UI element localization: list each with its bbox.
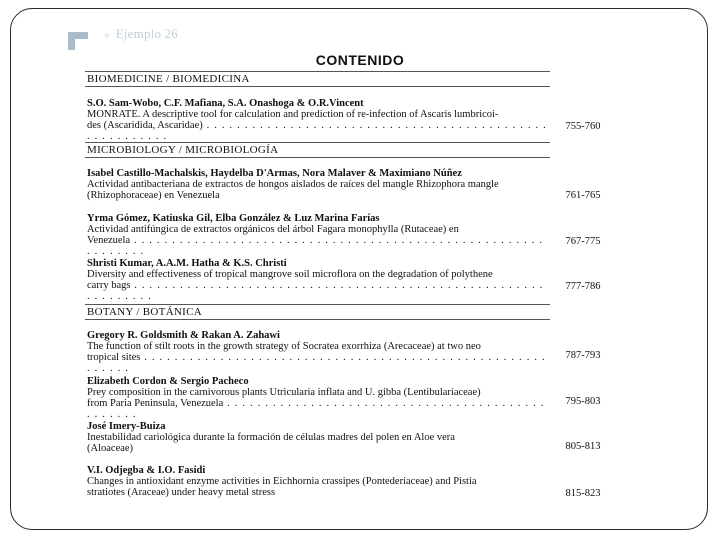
entry-title-line: Inestabilidad cariológica durante la formación de células madres del polen en Aloe vera — [87, 432, 455, 443]
entry-title-line: from Paria Peninsula, Venezuela — [87, 398, 224, 409]
entry-title-line: MONRATE. A descriptive tool for calculation and prediction of re-infection of Ascaris lumbricoi- — [87, 109, 499, 120]
entry-title-line: tropical sites — [87, 352, 141, 363]
slide-header — [104, 26, 178, 42]
entry-title-line: Prey composition in the carnivorous plants Utricularia inflata and U. gibba (Lentibulariaceae) — [87, 387, 481, 398]
entry-title-line: stratiotes (Araceae) under heavy metal stress — [87, 487, 276, 498]
dot-leader: . . . . . . . . . . . . . . . . . . . . . . . . . . . . . . . . . . . . . . . . . . . . . . . . . . . . . . . . . . . . . . — [87, 235, 544, 257]
entry-title-line: des (Ascaridida, Ascaridae) — [87, 120, 203, 131]
section-rule — [85, 157, 550, 158]
entry-authors: Yrma Gómez, Katiuska Gil, Elba González & Luz Marina Farías — [87, 213, 380, 224]
section-rule — [85, 319, 550, 320]
double-arrow-icon: » — [104, 29, 110, 41]
entry-pages: 805-813 — [565, 441, 601, 452]
section-heading: MICROBIOLOGY / MICROBIOLOGÍA — [87, 144, 279, 156]
toc-entry — [87, 465, 547, 498]
section-rule — [85, 71, 550, 72]
section-heading: BOTANY / BOTÁNICA — [87, 306, 203, 318]
section-rule — [85, 86, 550, 87]
entry-title-line: Venezuela — [87, 235, 131, 246]
corner-bracket-decoration — [68, 32, 88, 50]
entry-authors: Elizabeth Cordon & Sergio Pacheco — [87, 376, 249, 387]
toc-entry — [87, 168, 547, 201]
entry-pages: 787-793 — [565, 350, 601, 361]
page-title: CONTENIDO — [315, 52, 405, 68]
slide-header-label: Ejemplo 26 — [115, 26, 178, 41]
entry-title-line: The function of stilt roots in the growth strategy of Socratea exorrhiza (Arecaceae) at two neo — [87, 341, 481, 352]
entry-pages: 777-786 — [565, 281, 601, 292]
entry-title-line: Actividad antifúngica de extractos orgánicos del árbol Fagara monophylla (Rutaceae) en — [87, 224, 459, 235]
dot-leader: . . . . . . . . . . . . . . . . . . . . . . . . . . . . . . . . . . . . . . . . . . . . . . . . . . . . . . . . — [87, 120, 547, 142]
toc-entry — [87, 98, 547, 142]
entry-pages: 755-760 — [565, 121, 601, 132]
entry-authors: Gregory R. Goldsmith & Rakan A. Zahawi — [87, 330, 280, 341]
entry-authors: V.I. Odjegba & I.O. Fasidi — [87, 465, 206, 476]
entry-pages: 761-765 — [565, 190, 601, 201]
section-rule — [85, 304, 550, 305]
toc-entry — [87, 213, 547, 257]
entry-pages: 795-803 — [565, 396, 601, 407]
entry-title-line: carry bags — [87, 280, 131, 291]
entry-pages: 815-823 — [565, 488, 601, 499]
toc-entry — [87, 421, 547, 454]
dot-leader: . . . . . . . . . . . . . . . . . . . . . . . . . . . . . . . . . . . . . . . . . . . . . . . . . . . . . . . . . . . — [87, 352, 546, 374]
dot-leader: . . . . . . . . . . . . . . . . . . . . . . . . . . . . . . . . . . . . . . . . . . . . . . . . . — [87, 398, 545, 420]
entry-title-line: Actividad antibacteriana de extractos de hongos aislados de raíces del mangle Rhizophora mangle — [87, 179, 499, 190]
toc-entry — [87, 258, 547, 302]
entry-authors: Isabel Castillo-Machalskis, Haydelba D'Armas, Nora Malaver & Maximiano Núñez — [87, 168, 462, 179]
toc-entry — [87, 376, 547, 420]
toc-entry — [87, 330, 547, 374]
dot-leader: . . . . . . . . . . . . . . . . . . . . . . . . . . . . . . . . . . . . . . . . . . . . . . . . . . . . . . . . . . . . . . . — [87, 280, 544, 302]
entry-title-line: (Aloaceae) — [87, 443, 134, 454]
entry-authors: José Imery-Buiza — [87, 421, 166, 432]
entry-title-line: (Rhizophoraceae) en Venezuela — [87, 190, 220, 201]
entry-title-line: Diversity and effectiveness of tropical mangrove soil microflora on the degradation of polythene — [87, 269, 493, 280]
entry-pages: 767-775 — [565, 236, 601, 247]
entry-title-line: Changes in antioxidant enzyme activities in Eichhornia crassipes (Pontederiaceae) and Pistia — [87, 476, 477, 487]
entry-authors: Shristi Kumar, A.A.M. Hatha & K.S. Christi — [87, 258, 287, 269]
entry-authors: S.O. Sam-Wobo, C.F. Mafiana, S.A. Onashoga & O.R.Vincent — [87, 98, 364, 109]
section-rule — [85, 142, 550, 143]
section-heading: BIOMEDICINE / BIOMEDICINA — [87, 73, 250, 85]
